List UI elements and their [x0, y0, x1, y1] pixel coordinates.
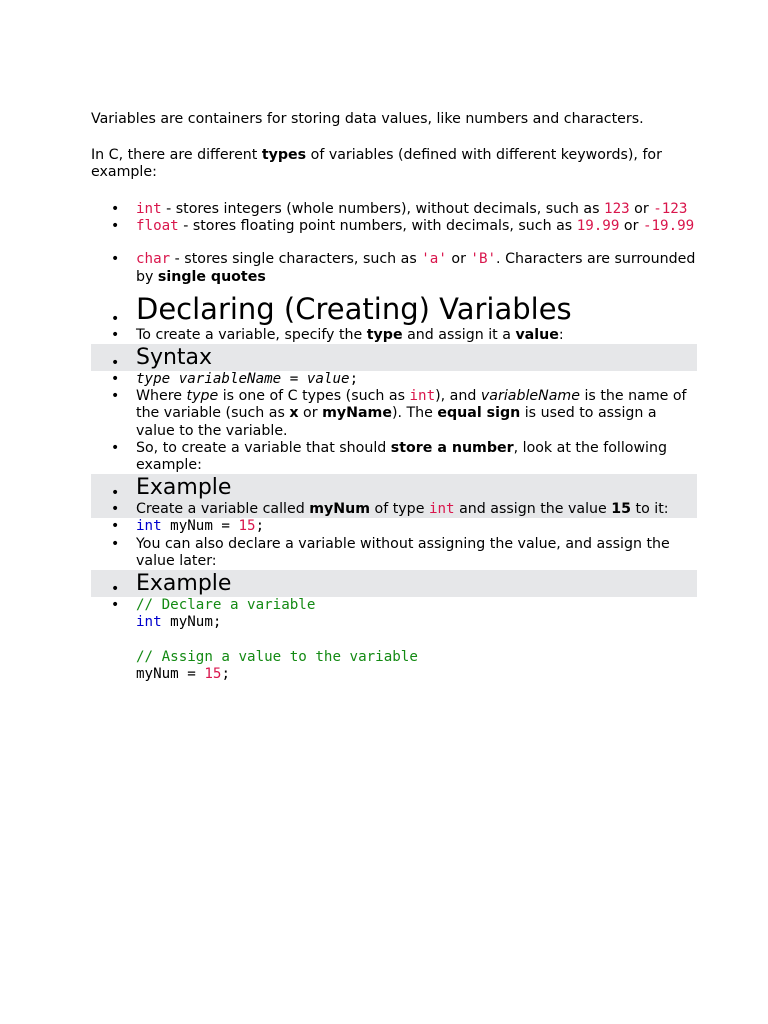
char-desc: - stores single characters, such as [170, 251, 422, 268]
types-text-b: of variables (defined with different keywords), for example: [91, 147, 662, 180]
so-text-b: , look at the following example: [136, 439, 667, 474]
list-item-char [91, 251, 697, 285]
int-or: or [629, 201, 654, 217]
declaring-heading-text: Declaring (Creating) Variables [136, 291, 572, 326]
where-text-g: is used to assign a value to the variable. [136, 405, 657, 439]
list-item-where [91, 388, 697, 440]
syntax-type: type [136, 371, 171, 388]
syntax-eq: = [281, 371, 307, 388]
declaring-text-a: To create a variable, specify the [136, 326, 367, 343]
list-item-int [91, 201, 697, 218]
float-keyword: float [136, 218, 179, 235]
where-int: int [409, 388, 436, 405]
code-assign-num: 15 [204, 665, 222, 682]
where-myname: myName [322, 405, 392, 422]
bullet-icon: • [111, 501, 120, 518]
float-example-1: 19.99 [576, 218, 620, 235]
syntax-semi: ; [349, 371, 359, 388]
ex1-text-a: Create a variable called [136, 501, 310, 518]
list-item-so [91, 440, 697, 474]
bullet-icon: • [111, 326, 120, 343]
types-list [91, 201, 697, 683]
so-strong: store a number [390, 439, 514, 456]
bullet-icon: • [111, 218, 120, 235]
declaring-text-c: : [558, 326, 564, 343]
bullet-icon: • [111, 485, 120, 502]
char-example-1: 'a' [421, 251, 447, 268]
float-or: or [619, 218, 643, 235]
code-block [136, 597, 697, 683]
bullet-icon: • [111, 355, 120, 372]
where-text-b: is one of C types (such as [218, 388, 410, 405]
where-text-e: or [298, 405, 323, 422]
declaring-text-b: and assign it a [402, 326, 516, 343]
ex1-code-semi: ; [255, 518, 265, 535]
list-item-declaring-desc [91, 327, 697, 344]
ex1-15: 15 [611, 501, 632, 518]
where-text-c: ), and [435, 388, 481, 405]
example1-heading-text: Example [136, 475, 232, 501]
bullet-icon: • [111, 201, 120, 217]
ex1-text-c: and assign the value [454, 501, 612, 518]
bullet-icon: • [111, 597, 120, 614]
intro-paragraph [91, 111, 697, 128]
ex1-code-rest: myNum = [161, 518, 239, 535]
list-item-example1-desc [91, 501, 697, 518]
float-example-2: -19.99 [642, 218, 695, 235]
declare-later-text: You can also declare a variable without assigning the value, and assign the value later: [136, 535, 670, 569]
syntax-heading-text: Syntax [136, 345, 213, 371]
code-decl: myNum; [161, 614, 222, 631]
bullet-icon: • [111, 518, 120, 535]
syntax-code [91, 371, 697, 388]
ex1-code-kw: int [136, 518, 162, 535]
where-type: type [186, 388, 219, 405]
types-strong: types [261, 147, 307, 163]
syntax-value: value [306, 371, 350, 388]
bullet-icon: • [111, 251, 120, 268]
where-text-f: ). The [391, 405, 438, 422]
example2-heading-text: Example [136, 571, 232, 597]
document-page [91, 111, 697, 683]
heading-syntax [91, 344, 697, 371]
types-paragraph [91, 147, 697, 181]
char-keyword: char [136, 251, 171, 268]
intro-text: Variables are containers for storing data values, like numbers and characters. [91, 111, 644, 127]
where-x: x [289, 405, 299, 422]
example1-code [91, 518, 697, 535]
list-item-declare-later [91, 536, 697, 570]
code-kw: int [136, 614, 162, 631]
bullet-icon: • [111, 371, 120, 388]
declaring-type-strong: type [366, 326, 403, 343]
float-desc: - stores floating point numbers, with decimals, such as [178, 218, 577, 235]
declaring-value-strong: value [515, 326, 559, 343]
code-comment-2: // Assign a value to the variable [136, 648, 418, 665]
int-example-1: 123 [604, 201, 630, 217]
heading-example-2 [91, 570, 697, 597]
char-example-2: 'B' [470, 251, 497, 268]
where-text-d: is the name of the variable (such as [136, 388, 687, 422]
int-example-2: -123 [653, 201, 688, 217]
bullet-icon: • [111, 535, 120, 552]
where-varname: variableName [480, 388, 580, 405]
where-text-a: Where [136, 388, 187, 405]
bullet-icon: • [111, 310, 120, 327]
char-desc-2: . Characters are surrounded by [136, 251, 696, 285]
types-text-a: In C, there are different [91, 147, 262, 163]
int-keyword: int [136, 201, 162, 217]
ex1-mynum: myNum [309, 501, 371, 518]
code-assign-semi: ; [221, 665, 230, 682]
ex1-code-num: 15 [238, 518, 256, 535]
bullet-icon: • [111, 388, 120, 405]
list-item-float [91, 218, 697, 235]
ex1-text-d: to it: [631, 501, 669, 518]
char-or: or [446, 251, 471, 268]
bullet-icon: • [111, 581, 120, 598]
ex1-text-b: of type [370, 501, 429, 518]
code-assign: myNum = [136, 665, 205, 682]
bullet-icon: • [111, 439, 120, 456]
code-comment-1: // Declare a variable [136, 597, 316, 614]
syntax-varname: variableName [178, 371, 282, 388]
example2-code [91, 597, 697, 683]
where-equal-sign: equal sign [437, 405, 521, 422]
int-desc: - stores integers (whole numbers), without decimals, such as [161, 201, 605, 217]
so-text-a: So, to create a variable that should [136, 439, 391, 456]
ex1-int: int [428, 501, 455, 518]
char-strong: single quotes [157, 268, 266, 285]
heading-declaring [91, 291, 697, 327]
heading-example-1 [91, 474, 697, 501]
